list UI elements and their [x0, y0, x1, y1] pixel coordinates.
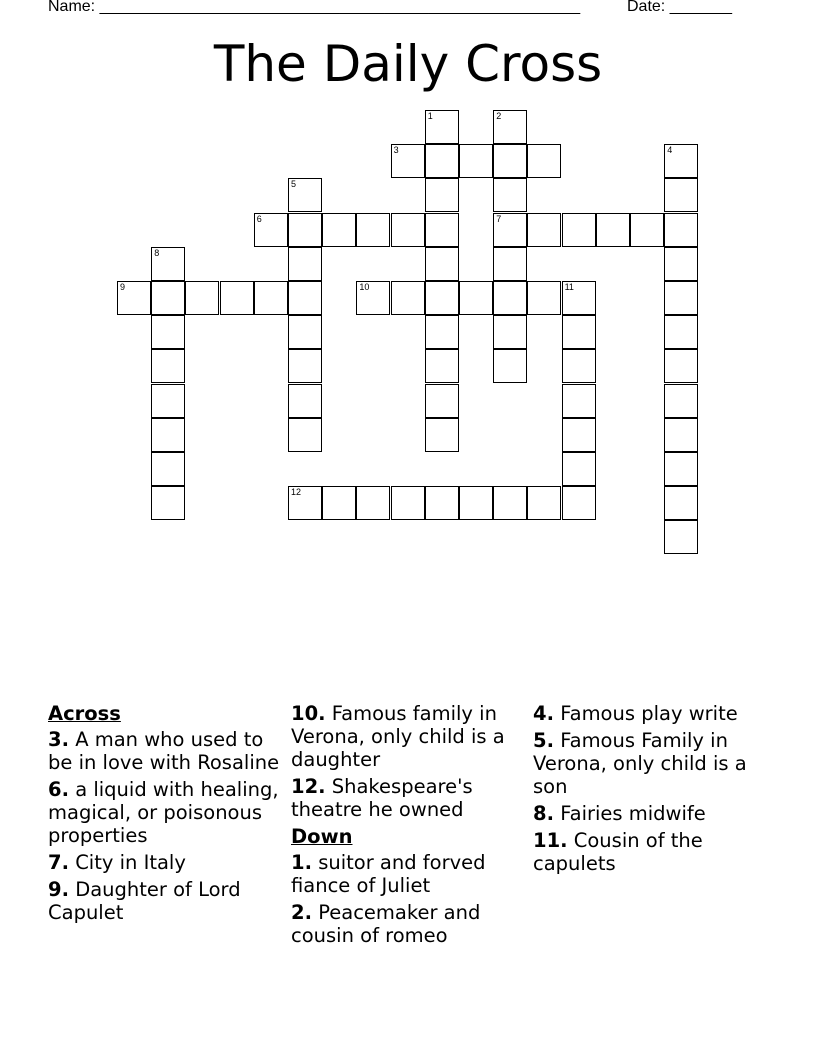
grid-cell[interactable]	[117, 281, 151, 315]
clue-column-1	[48, 702, 288, 928]
grid-cell[interactable]	[425, 144, 459, 178]
grid-cell[interactable]	[459, 281, 493, 315]
grid-cell[interactable]	[664, 486, 698, 520]
grid-cell[interactable]	[425, 349, 459, 383]
grid-cell[interactable]	[459, 144, 493, 178]
grid-cell[interactable]	[185, 281, 219, 315]
grid-cell[interactable]	[220, 281, 254, 315]
grid-cell[interactable]	[425, 418, 459, 452]
down-heading: Down	[291, 825, 353, 848]
grid-cell[interactable]	[391, 486, 425, 520]
grid-cell[interactable]	[425, 178, 459, 212]
grid-cell[interactable]	[288, 213, 322, 247]
grid-cell[interactable]	[288, 486, 322, 520]
grid-cell[interactable]	[425, 110, 459, 144]
grid-cell[interactable]	[151, 452, 185, 486]
grid-cell[interactable]	[425, 486, 459, 520]
grid-cell[interactable]	[664, 349, 698, 383]
date-line: Date: _______	[627, 0, 732, 15]
grid-cell[interactable]	[322, 213, 356, 247]
grid-cell[interactable]	[356, 486, 390, 520]
grid-cell[interactable]	[254, 281, 288, 315]
grid-cell[interactable]	[562, 281, 596, 315]
grid-cell[interactable]	[356, 281, 390, 315]
across-clue-6: 6. a liquid with healing, magical, or poisonous properties	[48, 778, 279, 847]
clue-number: 11	[564, 282, 574, 292]
grid-cell[interactable]	[151, 384, 185, 418]
across-clue-10: 10. Famous family in Verona, only child is a daughter	[291, 702, 505, 771]
grid-cell[interactable]	[493, 213, 527, 247]
clue-column-2	[291, 702, 531, 951]
clue-number: 3	[393, 145, 399, 156]
grid-cell[interactable]	[562, 452, 596, 486]
grid-cell[interactable]	[527, 213, 561, 247]
grid-cell[interactable]	[562, 349, 596, 383]
grid-cell[interactable]	[562, 418, 596, 452]
grid-cell[interactable]	[151, 247, 185, 281]
grid-cell[interactable]	[288, 315, 322, 349]
grid-cell[interactable]	[664, 452, 698, 486]
grid-cell[interactable]	[527, 486, 561, 520]
down-clue-1: 1. suitor and forved fiance of Juliet	[291, 851, 486, 897]
grid-cell[interactable]	[562, 213, 596, 247]
grid-cell[interactable]	[664, 384, 698, 418]
grid-cell[interactable]	[288, 349, 322, 383]
clue-number: 8	[154, 247, 160, 258]
clue-number: 6	[256, 213, 262, 224]
grid-cell[interactable]	[527, 144, 561, 178]
grid-cell[interactable]	[288, 418, 322, 452]
grid-cell[interactable]	[288, 178, 322, 212]
clue-number: 2	[496, 111, 502, 121]
grid-cell[interactable]	[596, 213, 630, 247]
grid-cell[interactable]	[425, 281, 459, 315]
grid-cell[interactable]	[493, 281, 527, 315]
grid-cell[interactable]	[493, 315, 527, 349]
down-clue-2: 2. Peacemaker and cousin of romeo	[291, 901, 481, 947]
clue-number: 7	[496, 213, 502, 224]
grid-cell[interactable]	[288, 281, 322, 315]
across-clue-7: 7. City in Italy	[48, 851, 186, 874]
grid-cell[interactable]	[425, 247, 459, 281]
grid-cell[interactable]	[664, 178, 698, 212]
grid-cell[interactable]	[493, 349, 527, 383]
grid-cell[interactable]	[664, 315, 698, 349]
grid-cell[interactable]	[391, 281, 425, 315]
across-clue-12: 12. Shakespeare's theatre he owned	[291, 775, 473, 821]
grid-cell[interactable]	[562, 384, 596, 418]
down-clue-5: 5. Famous Family in Verona, only child is a son	[533, 729, 747, 798]
grid-cell[interactable]	[425, 384, 459, 418]
down-clue-11: 11. Cousin of the capulets	[533, 829, 703, 875]
grid-cell[interactable]	[356, 213, 390, 247]
grid-cell[interactable]	[288, 247, 322, 281]
grid-cell[interactable]	[493, 178, 527, 212]
grid-cell[interactable]	[664, 520, 698, 554]
clue-number: 5	[291, 179, 297, 190]
grid-cell[interactable]	[288, 384, 322, 418]
grid-cell[interactable]	[151, 315, 185, 349]
page-title: The Daily Cross	[213, 35, 603, 93]
name-line: Name: ______________________________________________________	[48, 0, 581, 15]
grid-cell[interactable]	[391, 213, 425, 247]
clue-number: 10	[359, 282, 370, 292]
grid-cell[interactable]	[151, 486, 185, 520]
grid-cell[interactable]	[562, 315, 596, 349]
grid-cell[interactable]	[391, 144, 425, 178]
grid-cell[interactable]	[493, 486, 527, 520]
grid-cell[interactable]	[459, 486, 493, 520]
grid-cell[interactable]	[664, 247, 698, 281]
across-heading: Across	[48, 702, 121, 725]
grid-cell[interactable]	[493, 247, 527, 281]
grid-cell[interactable]	[151, 349, 185, 383]
grid-cell[interactable]	[664, 418, 698, 452]
grid-cell[interactable]	[664, 281, 698, 315]
down-clue-8: 8. Fairies midwife	[533, 802, 706, 825]
grid-cell[interactable]	[254, 213, 288, 247]
clue-number: 1	[427, 111, 433, 121]
clue-column-3	[533, 702, 773, 879]
across-clue-3: 3. A man who used to be in love with Rosaline	[48, 728, 280, 774]
grid-cell[interactable]	[151, 418, 185, 452]
grid-cell[interactable]	[322, 486, 356, 520]
clue-number: 12	[291, 487, 302, 498]
clue-number: 4	[667, 145, 673, 156]
grid-cell[interactable]	[527, 281, 561, 315]
grid-cell[interactable]	[425, 213, 459, 247]
grid-cell[interactable]	[493, 144, 527, 178]
clue-number: 9	[120, 282, 126, 292]
grid-cell[interactable]	[664, 144, 698, 178]
grid-cell[interactable]	[493, 110, 527, 144]
grid-cell[interactable]	[562, 486, 596, 520]
down-clue-4: 4. Famous play write	[533, 702, 738, 725]
grid-cell[interactable]	[151, 281, 185, 315]
grid-cell[interactable]	[630, 213, 664, 247]
grid-cell[interactable]	[425, 315, 459, 349]
grid-cell[interactable]	[664, 213, 698, 247]
across-clue-9: 9. Daughter of Lord Capulet	[48, 878, 241, 924]
